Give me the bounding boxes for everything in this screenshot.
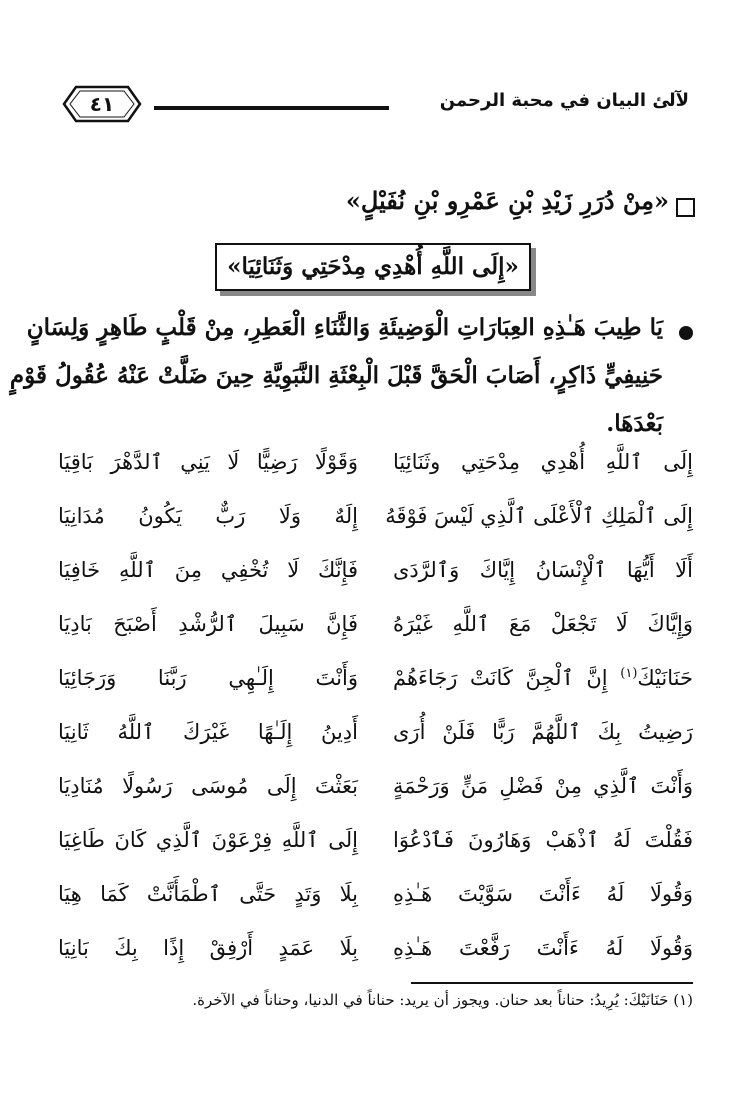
first-hemistich: إِلَى ٱلْمَلِكِ ٱلْأَعْلَى ٱلَّذِي لَيْسَ فَوْقَهُ — [385, 504, 693, 528]
first-hemistich: فَقُلْتَ لَهُ ٱذْهَبْ وَهَارُونَ فَٱدْعُوَا — [393, 828, 693, 852]
second-hemistich: فَإِنَّكَ لَا تُخْفِي مِنَ ٱللَّهِ خَافِيَا — [58, 558, 358, 582]
poem-verse — [58, 656, 693, 710]
intro-line: حَنِيفِيٍّ ذَاكِرٍ، أَصَابَ الْحَقَّ قَبْلَ الْبِعْثَةِ النَّبَوِيَّةِ حِينَ ضَلَّتْ عَنْهُ عُقُولُ قَوْمٍ — [9, 362, 663, 389]
poem-verse — [58, 710, 693, 764]
second-hemistich: وَقَوْلًا رَضِيًّا لَا يَنِي ٱلدَّهْرَ بَاقِيَا — [58, 450, 358, 474]
footnote — [58, 988, 693, 1012]
page-number: ٤١ — [89, 92, 115, 116]
header-rule — [154, 106, 389, 110]
first-hemistich: أَلَا أَيُّهَا ٱلْإِنْسَانُ إِيَّاكَ وَٱلرَّدَى — [393, 558, 693, 582]
footnote-rule — [411, 982, 693, 984]
footnote-number: (١) — [673, 991, 693, 1009]
first-hemistich — [393, 656, 693, 700]
intro-paragraph — [9, 304, 663, 448]
hemistich-text: حَنَانَيْكَ — [637, 666, 693, 690]
second-hemistich: وَأَنْتَ إِلَـٰهِي رَبَّنَا وَرَجَائِيَا — [58, 666, 358, 690]
poem-verse — [58, 548, 693, 602]
first-hemistich: وَأَنْتَ ٱلَّذِي مِنْ فَضْلِ مَنٍّ وَرَحْمَةٍ — [393, 774, 693, 798]
poem-verse — [58, 440, 693, 494]
page-header — [62, 80, 689, 130]
second-hemistich: إِلَهٌ وَلَا رَبٌّ يَكُونُ مُدَانِيَا — [58, 504, 358, 528]
intro-line: يَا طِيبَ هَـٰذِهِ العِبَارَاتِ الْوَضِيئَةِ وَالثَّنَاءِ الْعَطِرِ، مِنْ قَلْبٍ طَاهِرٍ وَلِسَانٍ — [26, 314, 663, 341]
poem-verse — [58, 494, 693, 548]
poem-verse — [58, 926, 693, 980]
poem-verse — [58, 818, 693, 872]
footnote-reference[interactable]: (١) — [620, 666, 638, 681]
poem-verse — [58, 602, 693, 656]
second-hemistich: بِلَا وَتَدٍ حَتَّى ٱطْمَأَنَّتْ كَمَا هِيَا — [58, 882, 358, 906]
second-hemistich: أَدِينُ إِلَـٰهًا غَيْرَكَ ٱللَّهُ ثَانِيَا — [58, 720, 358, 744]
first-hemistich: إِلَى ٱللَّهِ أُهْدِي مِدْحَتِي وثَنَائِيَا — [393, 450, 693, 474]
poem-verse — [58, 872, 693, 926]
second-hemistich: فَإِنَّ سَبِيلَ ٱلرُّشْدِ أَصْبَحَ بَادِيَا — [58, 612, 358, 636]
first-hemistich: وَقُولَا لَهُ ءَأَنْتَ سَوَّيْتَ هَـٰذِهِ — [393, 882, 693, 906]
second-hemistich: بِلَا عَمَدٍ أَرْفِقْ إِذًا بِكَ بَانِيَا — [58, 936, 358, 960]
bullet-icon — [679, 326, 693, 340]
first-hemistich: وَإِيَّاكَ لَا تَجْعَلْ مَعَ ٱللَّهِ غَيْرَهُ — [393, 612, 693, 636]
poem-verse — [58, 764, 693, 818]
first-hemistich: وَقُولَا لَهُ ءَأَنْتَ رَفَّعْتَ هَـٰذِهِ — [393, 936, 693, 960]
boxed-title: «إِلَى اللَّهِ أُهْدِي مِدْحَتِي وَثَنَائِيَا» — [215, 243, 531, 291]
first-hemistich: رَضِيتُ بِكَ ٱللَّهُمَّ رَبًّا فَلَنْ أُرَى — [393, 720, 693, 744]
second-hemistich: إِلَى ٱللَّهِ فِرْعَوْنَ ٱلَّذِي كَانَ طَاغِيَا — [58, 828, 358, 852]
poem — [58, 440, 693, 980]
checkbox-square-icon — [676, 198, 695, 217]
page-number-frame — [62, 84, 142, 124]
hemistich-text: إِنَّ ٱلْجِنَّ كَانَتْ رَجَاءَهُمْ — [393, 666, 621, 690]
second-hemistich: بَعَثْتَ إِلَى مُوسَى رَسُولًا مُنَادِيَا — [58, 774, 358, 798]
intro-line: بَعْدَهَا. — [606, 410, 663, 437]
section-heading — [56, 186, 695, 226]
running-title: لآلئ البيان في محبة الرحمن — [439, 90, 689, 111]
section-title: «مِنْ دُرَرِ زَيْدِ بْنِ عَمْرِو بْنِ نُفَيْلٍ» — [345, 186, 669, 215]
footnote-text: حَنَانَيْكَ: يُرِيدُ: حناناً بعد حنان. ويجوز أن يريد: حناناً في الدنيا، وحناناً في الآخرة. — [192, 991, 674, 1009]
